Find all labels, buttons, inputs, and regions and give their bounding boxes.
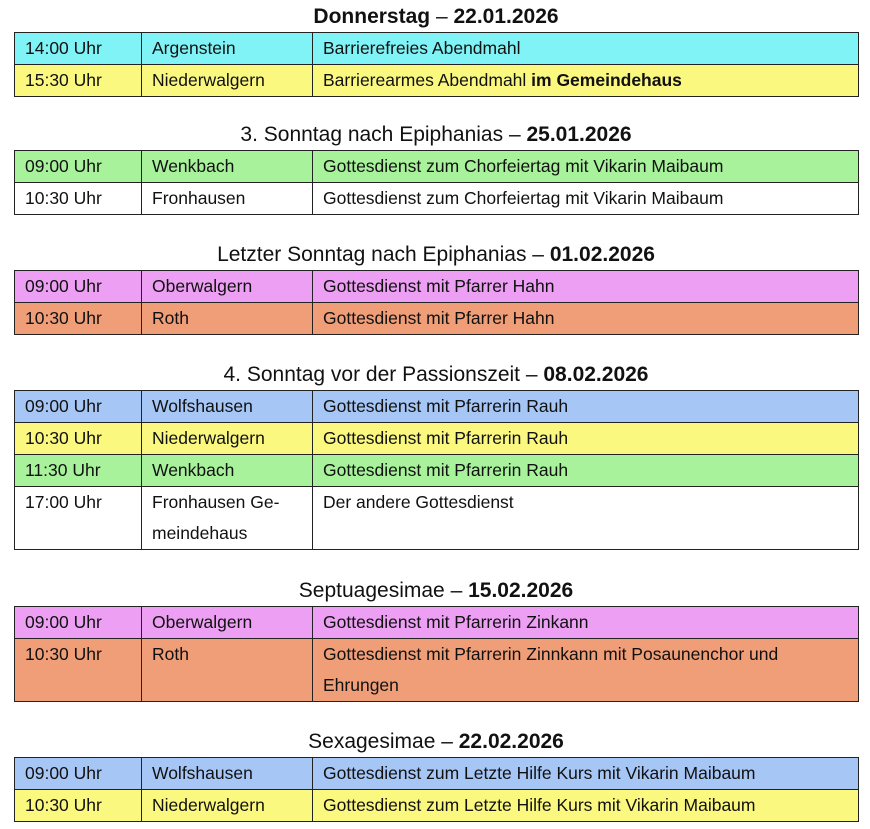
day-date: 15.02.2026 [468, 579, 574, 602]
heading-separator: – [435, 730, 459, 753]
service-description [313, 33, 859, 65]
service-description: Gottesdienst mit Pfarrerin Rauh [313, 391, 859, 423]
day-date: 08.02.2026 [543, 363, 649, 386]
service-row [15, 423, 859, 455]
service-description: Gottesdienst mit Pfarrerin Rauh [313, 455, 859, 487]
service-description-bold: im Gemeindehaus [531, 70, 682, 90]
day-title: 3. Sonntag nach Epiphanias [240, 123, 504, 146]
day-title: 4. Sonntag vor der Passionszeit [223, 363, 521, 386]
service-time: 09:00 Uhr [15, 607, 142, 639]
service-row [15, 607, 859, 639]
day-heading [14, 120, 858, 150]
service-time: 10:30 Uhr [15, 423, 142, 455]
day-heading [14, 2, 858, 32]
service-place: Wolfshausen [142, 391, 313, 423]
service-description: Gottesdienst zum Letzte Hilfe Kurs mit Vikarin Maibaum [313, 758, 859, 790]
schedule-table [14, 270, 859, 335]
day-section [14, 576, 858, 702]
service-description: Gottesdienst mit Pfarrer Hahn [313, 303, 859, 335]
service-description [313, 65, 859, 97]
day-section [14, 240, 858, 335]
service-description: Gottesdienst mit Pfarrer Hahn [313, 271, 859, 303]
day-date: 22.01.2026 [453, 5, 559, 28]
service-row [15, 487, 859, 550]
service-description: Gottesdienst zum Chorfeiertag mit Vikarin Maibaum [313, 151, 859, 183]
heading-separator: – [503, 123, 527, 146]
service-time: 09:00 Uhr [15, 391, 142, 423]
service-place: Niederwalgern [142, 65, 313, 97]
service-time: 09:00 Uhr [15, 271, 142, 303]
heading-separator: – [430, 5, 454, 28]
service-description: Gottesdienst mit Pfarrerin Zinkann [313, 607, 859, 639]
schedule-table [14, 606, 859, 702]
service-description-text: Barrierearmes Abendmahl [323, 70, 532, 90]
service-time: 10:30 Uhr [15, 639, 142, 702]
service-row [15, 151, 859, 183]
service-place: Roth [142, 303, 313, 335]
heading-separator: – [526, 243, 550, 266]
service-row [15, 183, 859, 215]
service-time: 09:00 Uhr [15, 758, 142, 790]
service-place: Roth [142, 639, 313, 702]
service-place: Niederwalgern [142, 423, 313, 455]
service-time: 09:00 Uhr [15, 151, 142, 183]
service-row [15, 639, 859, 702]
day-section [14, 727, 858, 822]
service-row [15, 65, 859, 97]
day-section [14, 2, 858, 97]
service-time: 14:00 Uhr [15, 33, 142, 65]
service-time: 10:30 Uhr [15, 303, 142, 335]
day-section [14, 120, 858, 215]
day-title: Letzter Sonntag nach Epiphanias [217, 243, 527, 266]
service-place: Niederwalgern [142, 790, 313, 822]
service-time: 10:30 Uhr [15, 790, 142, 822]
service-time: 15:30 Uhr [15, 65, 142, 97]
day-heading [14, 360, 858, 390]
service-row [15, 271, 859, 303]
service-place: Wenkbach [142, 151, 313, 183]
service-description: Der andere Gottesdienst [313, 487, 859, 550]
schedule-table [14, 150, 859, 215]
day-section [14, 360, 858, 550]
service-row [15, 790, 859, 822]
day-date: 25.01.2026 [526, 123, 632, 146]
service-place: Wenkbach [142, 455, 313, 487]
service-time: 11:30 Uhr [15, 455, 142, 487]
service-row [15, 455, 859, 487]
service-place: Argenstein [142, 33, 313, 65]
service-place: Oberwalgern [142, 607, 313, 639]
day-title: Sexagesimae [308, 730, 436, 753]
service-place: Wolfshausen [142, 758, 313, 790]
heading-separator: – [444, 579, 469, 602]
service-description: Gottesdienst zum Chorfeiertag mit Vikarin Maibaum [313, 183, 859, 215]
service-row [15, 33, 859, 65]
day-title: Donnerstag [313, 5, 431, 28]
service-row [15, 758, 859, 790]
schedule-table [14, 390, 859, 550]
service-time: 17:00 Uhr [15, 487, 142, 550]
day-date: 22.02.2026 [458, 730, 564, 753]
service-description: Gottesdienst zum Letzte Hilfe Kurs mit Vikarin Maibaum [313, 790, 859, 822]
day-date: 01.02.2026 [549, 243, 655, 266]
day-heading [14, 240, 858, 270]
service-place: Fronhausen Ge-meindehaus [142, 487, 313, 550]
heading-separator: – [520, 363, 544, 386]
schedule-table [14, 757, 859, 822]
service-description-text: Barrierefreies Abendmahl [323, 38, 521, 58]
service-description: Gottesdienst mit Pfarrerin Rauh [313, 423, 859, 455]
day-heading [14, 727, 858, 757]
service-place: Fronhausen [142, 183, 313, 215]
day-title: Septuagesimae [298, 579, 445, 602]
service-row [15, 303, 859, 335]
schedule-table [14, 32, 859, 97]
service-description: Gottesdienst mit Pfarrerin Zinnkann mit Posaunenchor und Ehrungen [313, 639, 859, 702]
day-heading [14, 576, 858, 606]
service-row [15, 391, 859, 423]
service-place: Oberwalgern [142, 271, 313, 303]
service-time: 10:30 Uhr [15, 183, 142, 215]
